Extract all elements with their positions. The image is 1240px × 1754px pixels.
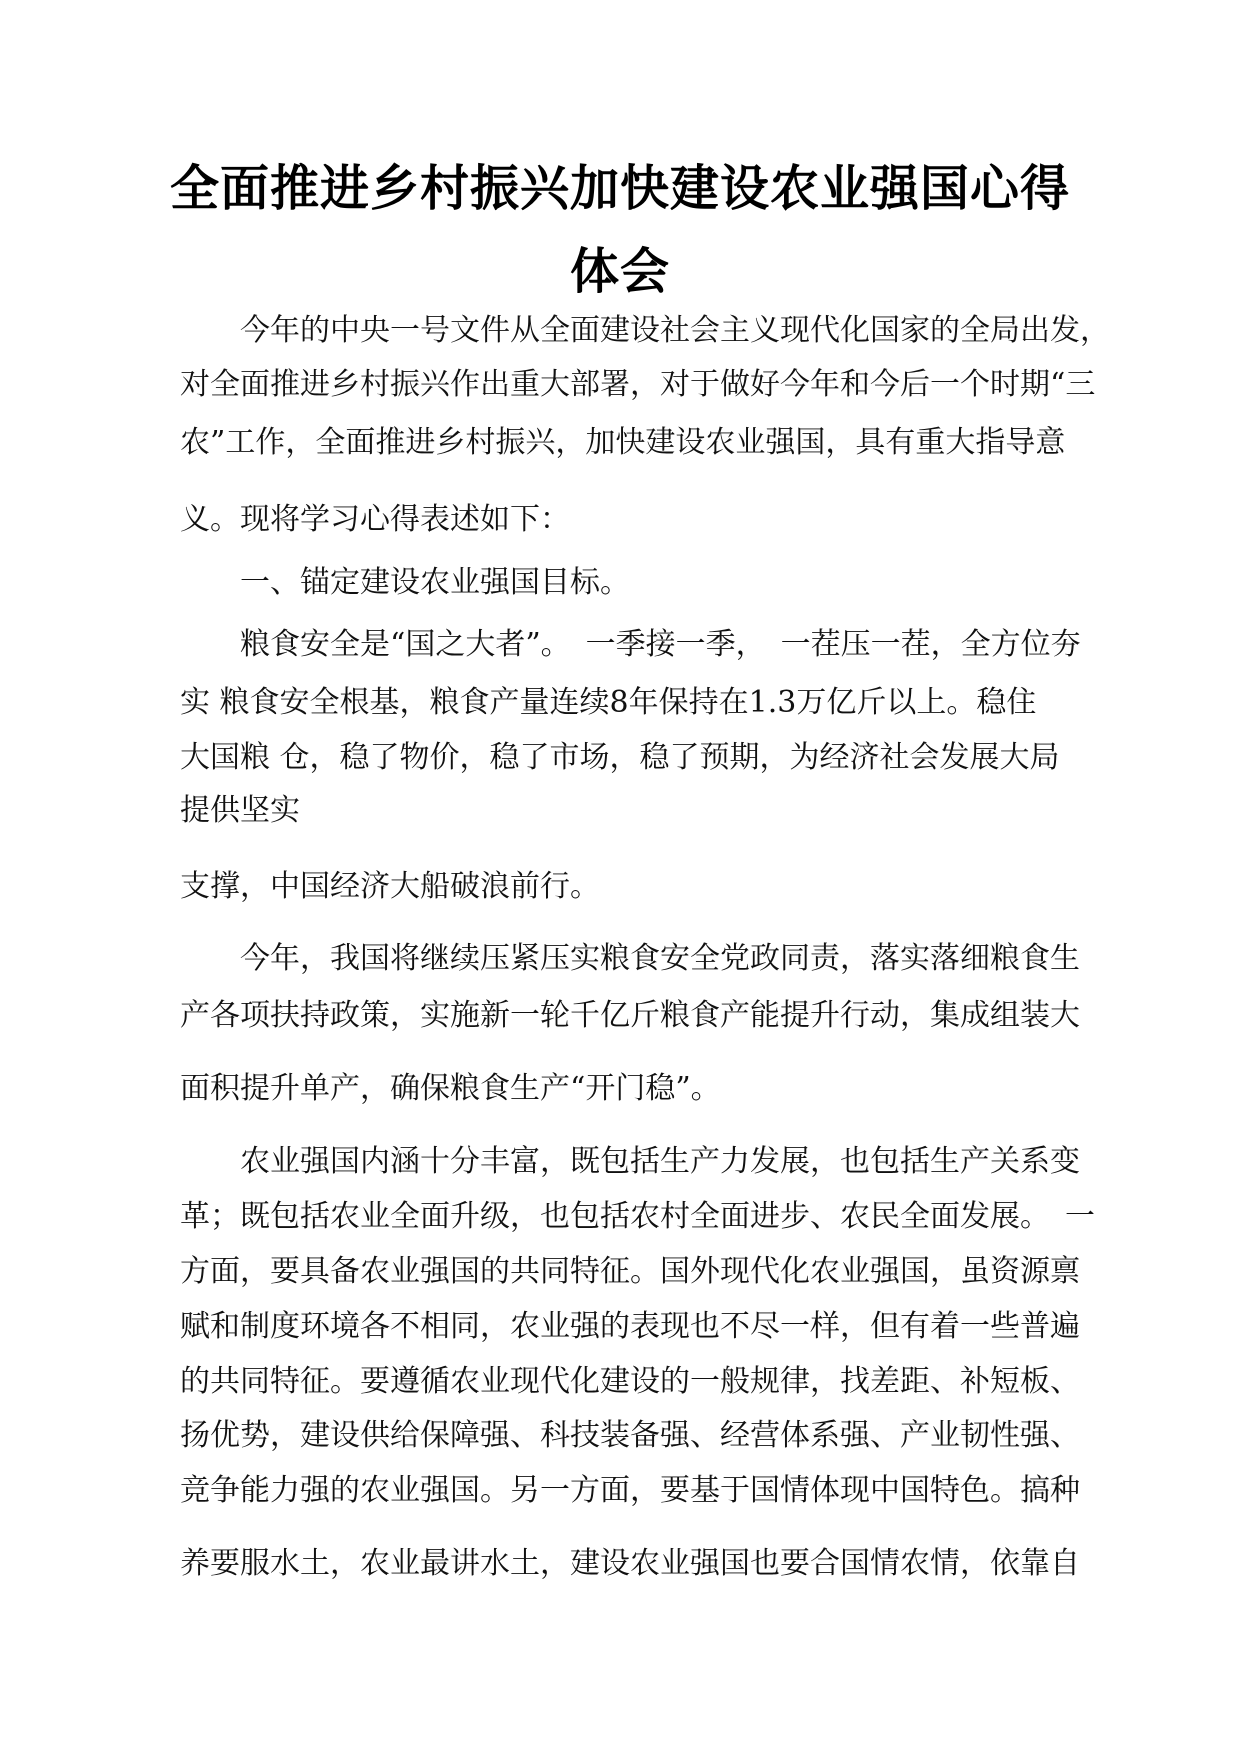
- body-line-10: 支撑，中国经济大船破浪前行。: [180, 869, 600, 904]
- body-line-19: 扬优势，建设供给保障强、科技装备强、经营体系强、产业韧性强、: [180, 1418, 1080, 1453]
- body-line-4: 义。现将学习心得表述如下：: [180, 502, 570, 537]
- document-title-line-2: 体会: [569, 243, 670, 300]
- body-line-11: 今年，我国将继续压紧压实粮食安全党政同责，落实落细粮食生: [240, 941, 1080, 976]
- body-line-20: 竞争能力强的农业强国。另一方面，要基于国情体现中国特色。搞种: [180, 1473, 1080, 1508]
- body-line-7: 实 粮食安全根基，粮食产量连续8年保持在1.3万亿斤以上。稳住: [180, 685, 1037, 720]
- body-line-1: 今年的中央一号文件从全面建设社会主义现代化国家的全局出发，: [240, 313, 1110, 348]
- body-line-17: 赋和制度环境各不相同，农业强的表现也不尽一样，但有着一些普遍: [180, 1309, 1080, 1344]
- body-line-3: 农”工作，全面推进乡村振兴，加快建设农业强国，具有重大指导意: [180, 425, 1066, 460]
- document-title-line-1: 全面推进乡村振兴加快建设农业强国心得: [169, 160, 1070, 217]
- body-line-14: 农业强国内涵十分丰富，既包括生产力发展，也包括生产关系变: [240, 1144, 1080, 1179]
- body-line-15: 革；既包括农业全面升级，也包括农村全面进步、农民全面发展。 一: [180, 1199, 1095, 1234]
- body-line-9: 提供坚实: [180, 793, 300, 828]
- body-line-2: 对全面推进乡村振兴作出重大部署，对于做好今年和今后一个时期“三: [180, 367, 1096, 402]
- body-line-13: 面积提升单产，确保粮食生产“开门稳”。: [180, 1071, 721, 1106]
- body-line-16: 方面，要具备农业强国的共同特征。国外现代化农业强国，虽资源禀: [180, 1254, 1080, 1289]
- body-line-8: 大国粮 仓，稳了物价，稳了市场，稳了预期，为经济社会发展大局: [180, 740, 1060, 775]
- body-line-21: 养要服水土，农业最讲水土，建设农业强国也要合国情农情，依靠自: [180, 1546, 1080, 1581]
- body-line-6: 粮食安全是“国之大者”。 一季接一季， 一茬压一茬，全方位夯: [240, 627, 1081, 662]
- body-line-18: 的共同特征。要遵循农业现代化建设的一般规律，找差距、补短板、: [180, 1364, 1080, 1399]
- section-heading-1: 一、锚定建设农业强国目标。: [240, 565, 630, 600]
- body-line-12: 产各项扶持政策，实施新一轮千亿斤粮食产能提升行动，集成组装大: [180, 998, 1080, 1033]
